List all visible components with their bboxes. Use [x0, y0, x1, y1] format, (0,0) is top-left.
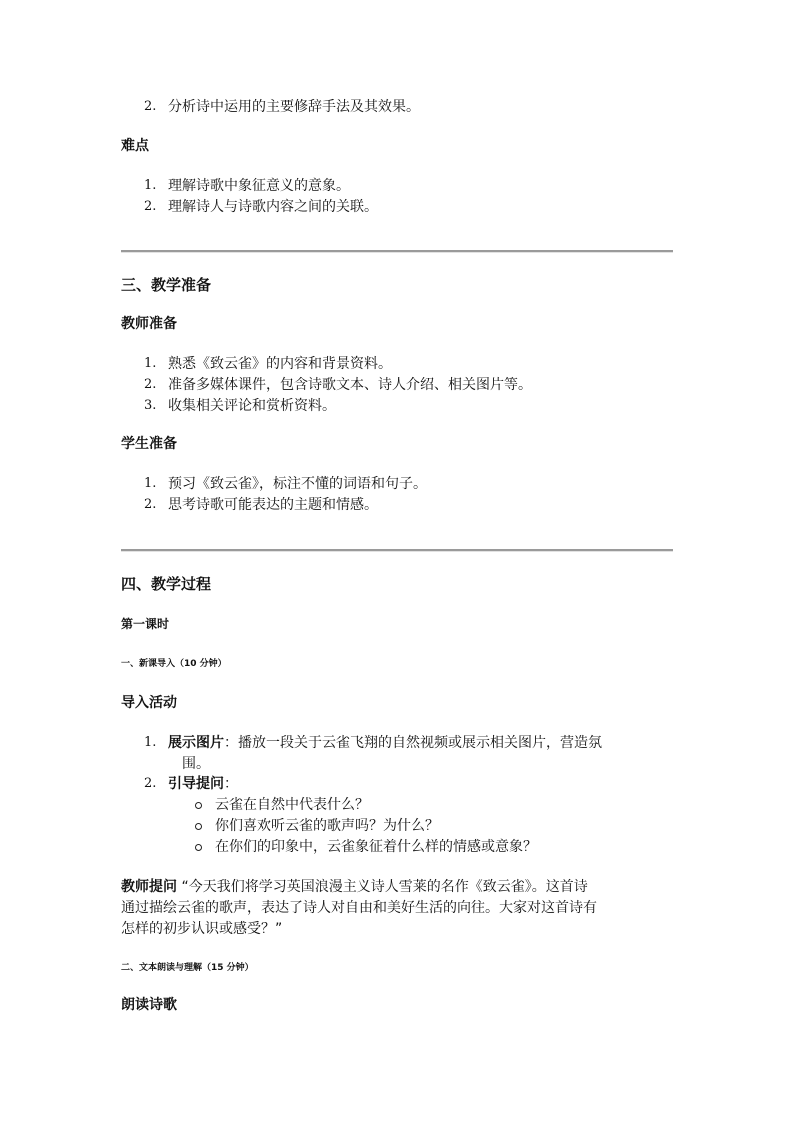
- list-item-continuation: 围。: [182, 756, 210, 772]
- teacher-question-line: 怎样的初步认识或感受？”: [121, 921, 283, 937]
- item-label: 展示图片: [168, 735, 224, 751]
- part-heading: 一、新课导入（10 分钟）: [121, 659, 227, 669]
- subsection-heading: 教师准备: [121, 316, 177, 332]
- list-number: 2.: [144, 99, 157, 114]
- list-item: 思考诗歌可能表达的主题和情感。: [168, 497, 378, 513]
- list-item: 熟悉《致云雀》的内容和背景资料。: [168, 356, 392, 372]
- lesson-heading: 第一课时: [121, 617, 170, 631]
- question-item: 云雀在自然中代表什么？: [215, 797, 369, 813]
- part-heading: 二、文本朗读与理解（15 分钟）: [121, 963, 254, 973]
- activity-heading: 导入活动: [121, 695, 177, 711]
- horizontal-rule: [121, 250, 673, 253]
- list-item: 预习《致云雀》，标注不懂的词语和句子。: [168, 476, 427, 492]
- list-item: 分析诗中运用的主要修辞手法及其效果。: [168, 99, 420, 115]
- list-number: 2.: [144, 497, 157, 512]
- reading-heading: 朗读诗歌: [121, 997, 177, 1013]
- list-item: 理解诗人与诗歌内容之间的关联。: [168, 199, 378, 215]
- question-item: 在你们的印象中，云雀象征着什么样的情感或意象？: [215, 839, 537, 855]
- bullet-icon: [195, 802, 202, 809]
- question-item: 你们喜欢听云雀的歌声吗？为什么？: [215, 818, 439, 834]
- list-number: 1.: [144, 356, 157, 371]
- list-number: 1.: [144, 735, 157, 750]
- list-number: 2.: [144, 377, 157, 392]
- horizontal-rule: [121, 549, 673, 552]
- list-item: 准备多媒体课件，包含诗歌文本、诗人介绍、相关图片等。: [168, 377, 532, 393]
- item-label: 引导提问: [168, 776, 224, 792]
- teacher-question-line: [121, 877, 588, 897]
- teacher-question-label: 教师提问: [121, 879, 177, 895]
- bullet-icon: [195, 823, 202, 830]
- list-item: [168, 774, 238, 794]
- list-number: 1.: [144, 476, 157, 491]
- item-text: ：播放一段关于云雀飞翔的自然视频或展示相关图片，营造氛: [224, 735, 602, 751]
- teacher-question-line: 通过描绘云雀的歌声，表达了诗人对自由和美好生活的向往。大家对这首诗有: [121, 900, 597, 916]
- teacher-question-text: “今天我们将学习英国浪漫主义诗人雪莱的名作《致云雀》。这首诗: [177, 879, 588, 895]
- list-number: 2.: [144, 199, 157, 214]
- list-number: 1.: [144, 178, 157, 193]
- item-text: ：: [224, 776, 238, 792]
- section-heading: 三、教学准备: [121, 276, 212, 294]
- list-item: [168, 733, 602, 753]
- subsection-heading: 学生准备: [121, 436, 177, 452]
- list-item: 收集相关评论和赏析资料。: [168, 398, 336, 414]
- section-heading: 四、教学过程: [121, 575, 212, 593]
- difficulties-heading: 难点: [121, 138, 149, 154]
- list-number: 2.: [144, 776, 157, 791]
- bullet-icon: [195, 844, 202, 851]
- list-number: 3.: [144, 398, 157, 413]
- list-item: 理解诗歌中象征意义的意象。: [168, 178, 350, 194]
